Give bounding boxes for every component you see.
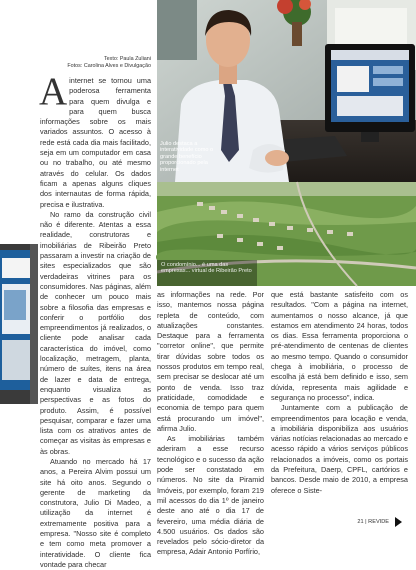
paragraph: as informações na rede. Por isso, mantemos nossa página repleta de conteúdo, com atualizações constantes. Destaque para a ferramenta "corretor online", que permite tirar dúvidas sobre todos os nossos produtos em tempo real, sem precisar se deslocar até um ponto de venda. Isso traz praticidade, comodidade e economia de tempo para quem está procurando um imóvel", afirma Julio. [157,290,264,433]
article-column-3 [271,290,408,496]
page-number: 21 | REVIDE [357,519,389,525]
paragraph: As imobiliárias também aderiram a esse recurso tecnológico e o sucesso da ação pode ser constatado em números. No site da Piramid Imóveis, por exemplo, foram 219 mil acessos do dia 1º de janeiro deste ano até o dia 17 de fevereiro, uma média diária de 4.500 usuários. Os dados são revelados pelo sócio-diretor da empresa, Adair Antonio Porfírio, [157,434,264,557]
credit-text: Texto: Paula Zuliani [103,56,151,62]
article-credits [48,56,151,69]
page-footer [357,517,402,527]
paragraph: Juntamente com a publicação de empreendimentos para locação e venda, a imobiliária disponibiliza aos usuários várias notícias relacionadas ao mercado e acesso rápido a vários serviços públicos relacionados a imóveis, como os portais da Prefeitura, Daerp, CPFL, cartórios e bancos. Desde maio de 2010, a empresa oferece o Siste- [271,403,408,495]
next-page-arrow-icon[interactable] [395,517,402,527]
caption-office-photo: Julio destaca a interatividade como o grande benefício proporcionado pela internet [160,141,214,173]
paragraph: que está bastante satisfeito com os resultados. "Com a página na internet, aumentamos o nosso alcance, já que estamos em atendimento 24 horas, todos os dias. Essa ferramenta proporciona o pré-atendimento de centenas de clientes ao mesmo tempo. Quando o consumidor chega à imobiliária, o processo de escolha já está bem definido e isso, sem dúvida, representa mais agilidade e segurança no processo", indica. [271,290,408,402]
dropcap: A [39,70,68,113]
article-column-2 [157,290,264,558]
caption-aerial-photo: O condomínio... é uma das empresas... virtual de Ribeirão Preto [161,262,252,275]
paragraph: No ramo da construção civil não é diferente. Atentas a essa realidade, construtoras e imobiliárias de Ribeirão Preto passaram a investir na criação de sites especializados que são verdadeiras vitrines para os consumidores. Nas páginas, além de conhecer um pouco mais sobre a filosofia das empresas e conferir o portfólio dos empreendimentos já realizados, o cliente pode analisar cada característica do imóvel, como localização, metragem, planta, número de suítes, itens na área de lazer e data de entrega, enquanto visualiza as perspectivas e as fotos do produto. Assim, é possível pesquisar, comparar e fazer uma lista com os atrativos antes de começar as visitas às empresas e às obras. [40,209,151,456]
credit-photos: Fotos: Carolina Alves e Divulgação [67,62,151,69]
paragraph-intro-text: internet se tornou uma poderosa ferramenta para quem divulga e para quem busca informações sobre os mais variados assuntos. O acesso à rede está cada dia mais facilitado, seja em um computador em casa ou no trabalho, ou até mesmo através do celular. Os dados ficam a apenas alguns cliques dos internautas de forma rápida, precisa e ilustrativa. [40,76,151,209]
paragraph: Atuando no mercado há 17 anos, a Pereira Alvim possui um site há oito anos. Segundo o gerente de marketing da construtora, Julio Di Madeo, a utilização da internet é extremamente positiva para a empresa. "Nosso site é completo e tem como meta promover a interatividade. O cliente fica vontade para checar [40,456,151,569]
photo-website-screen [0,244,38,404]
paragraph-intro [39,70,151,210]
article-column-1 [39,70,151,570]
